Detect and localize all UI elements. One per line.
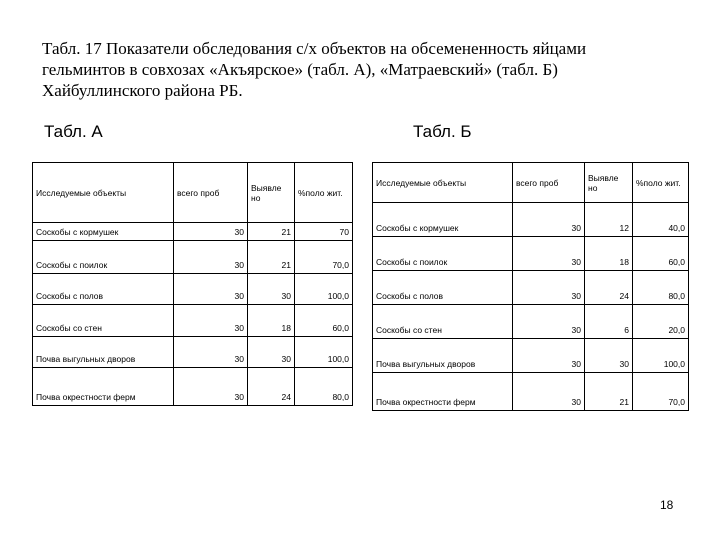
table-row	[373, 305, 689, 339]
cell-percent: 100,0	[633, 339, 689, 373]
header-total-samples: всего проб	[513, 163, 585, 203]
cell-total: 30	[174, 368, 248, 406]
cell-percent: 70,0	[633, 373, 689, 411]
cell-detected: 30	[248, 274, 295, 305]
title-line: гельминтов в совхозах «Акъярское» (табл. А), «Матраевский» (табл. Б)	[42, 60, 558, 79]
table-row	[33, 305, 353, 337]
cell-detected: 18	[585, 237, 633, 271]
cell-object: Соскобы с полов	[373, 271, 513, 305]
cell-object: Почва окрестности ферм	[373, 373, 513, 411]
cell-object: Почва выгульных дворов	[33, 337, 174, 368]
cell-percent: 60,0	[295, 305, 353, 337]
cell-detected: 24	[248, 368, 295, 406]
cell-object: Почва окрестности ферм	[33, 368, 174, 406]
cell-total: 30	[513, 305, 585, 339]
cell-percent: 60,0	[633, 237, 689, 271]
table-b	[372, 162, 689, 411]
cell-detected: 21	[585, 373, 633, 411]
cell-percent: 100,0	[295, 274, 353, 305]
cell-total: 30	[513, 373, 585, 411]
cell-detected: 30	[248, 337, 295, 368]
cell-percent: 80,0	[633, 271, 689, 305]
title-line: Табл. 17 Показатели обследования с/х объектов на обсемененность яйцами	[42, 39, 587, 58]
table-row	[33, 241, 353, 274]
table-row	[33, 223, 353, 241]
table-row	[373, 237, 689, 271]
cell-percent: 70	[295, 223, 353, 241]
title-line: Хайбуллинского района РБ.	[42, 81, 243, 100]
table-b-label: Табл. Б	[413, 122, 472, 141]
cell-total: 30	[174, 223, 248, 241]
cell-total: 30	[174, 241, 248, 274]
header-percent-positive: %поло жит.	[633, 163, 689, 203]
cell-object: Соскобы с поилок	[373, 237, 513, 271]
cell-percent: 20,0	[633, 305, 689, 339]
cell-object: Соскобы с поилок	[33, 241, 174, 274]
cell-total: 30	[513, 339, 585, 373]
cell-percent: 40,0	[633, 203, 689, 237]
cell-total: 30	[513, 271, 585, 305]
header-objects: Исследуемые объекты	[373, 163, 513, 203]
cell-object: Соскобы с полов	[33, 274, 174, 305]
table-header-row	[373, 163, 689, 203]
cell-detected: 21	[248, 223, 295, 241]
cell-percent: 80,0	[295, 368, 353, 406]
cell-detected: 12	[585, 203, 633, 237]
cell-detected: 6	[585, 305, 633, 339]
table-row	[373, 271, 689, 305]
cell-object: Соскобы со стен	[33, 305, 174, 337]
cell-detected: 30	[585, 339, 633, 373]
cell-detected: 24	[585, 271, 633, 305]
table-a	[32, 162, 353, 406]
header-objects: Исследуемые объекты	[33, 163, 174, 223]
table-row	[33, 337, 353, 368]
cell-total: 30	[174, 274, 248, 305]
cell-total: 30	[174, 337, 248, 368]
cell-total: 30	[513, 237, 585, 271]
document-title	[42, 38, 682, 101]
table-header-row	[33, 163, 353, 223]
header-total-samples: всего проб	[174, 163, 248, 223]
table-row	[373, 203, 689, 237]
table-row	[33, 368, 353, 406]
table-row	[373, 373, 689, 411]
cell-total: 30	[513, 203, 585, 237]
cell-object: Соскобы со стен	[373, 305, 513, 339]
cell-object: Соскобы с кормушек	[33, 223, 174, 241]
header-detected: Выявле но	[585, 163, 633, 203]
table-row	[373, 339, 689, 373]
header-percent-positive: %поло жит.	[295, 163, 353, 223]
page-number: 18	[660, 498, 674, 512]
header-detected: Выявле но	[248, 163, 295, 223]
cell-detected: 18	[248, 305, 295, 337]
table-row	[33, 274, 353, 305]
cell-object: Почва выгульных дворов	[373, 339, 513, 373]
cell-object: Соскобы с кормушек	[373, 203, 513, 237]
cell-percent: 70,0	[295, 241, 353, 274]
cell-detected: 21	[248, 241, 295, 274]
cell-total: 30	[174, 305, 248, 337]
table-a-label: Табл. А	[44, 122, 103, 141]
cell-percent: 100,0	[295, 337, 353, 368]
